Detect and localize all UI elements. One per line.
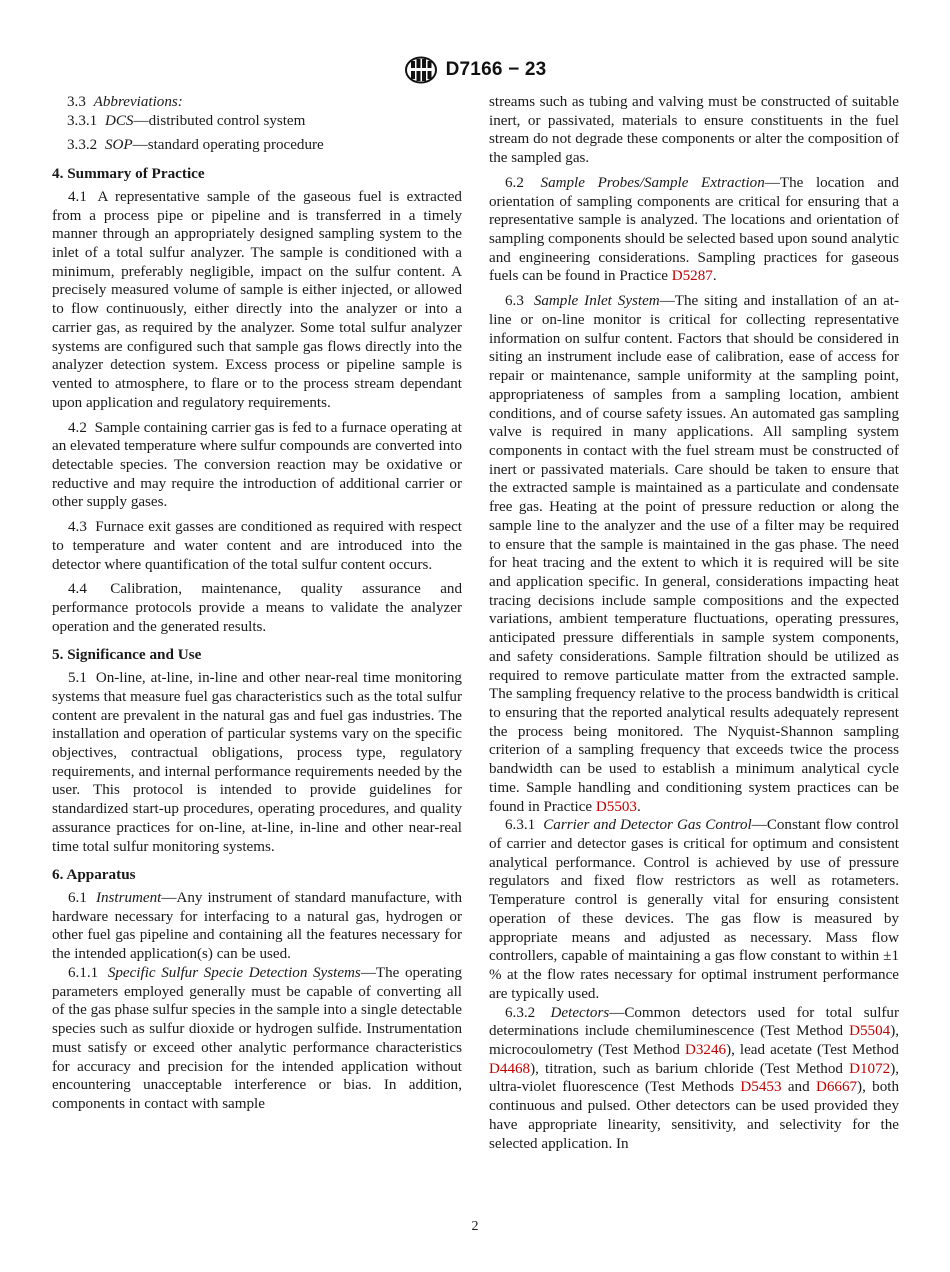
astm-logo-icon <box>404 56 438 84</box>
reference-link-d5503[interactable]: D5503 <box>595 798 637 815</box>
heading-apparatus: 6. Apparatus <box>52 866 136 884</box>
reference-link-d4468[interactable]: D4468 <box>489 1060 531 1077</box>
section-3-3: 3.3 Abbreviations: <box>67 94 183 110</box>
page-number: 2 <box>471 1219 479 1234</box>
paragraph-6-3-1: 6.3.1 Carrier and Detector Gas Control—Constant flow control of carrier and detector gases is critical for optimum and consistent analytical performance. Control is achieved by use of pressure regulators and fixed flow restrictors as well as rotameters. Temperature control is generally vital for ensuring consistent operation of these devices. The gas flow is measured by appropriate means and adjusted as necessary. Mass flow controllers, capable of maintaining a gas flow constant to within ±1 % at the flow rates necessary for optimal instrument performance are typically used. <box>489 817 899 1002</box>
document-number: D7166 − 23 <box>445 59 547 80</box>
right-column <box>489 93 899 1153</box>
reference-link-d5504[interactable]: D5504 <box>849 1023 891 1040</box>
paragraph-6-1-1: 6.1.1 Specific Sulfur Specie Detection Systems—The operating parameters employed generally must be capable of converting all of the gas phase sulfur species in the sample into a single detectable species such as sulfur dioxide or hydrogen sulfide. Instrumentation must satisfy or exceed other analytic performance characteristics for accuracy and precision for the intended application without encountering unacceptable interference or bias. In addition, components in contact with sample <box>52 964 462 1112</box>
reference-link-d1072[interactable]: D1072 <box>849 1060 891 1077</box>
page-header <box>0 54 950 86</box>
paragraph-4-1: 4.1 A representative sample of the gaseous fuel is extracted from a process pipe or pipeline and is transferred in a timely manner through an appropriately designed sampling system to the inlet of a total sulfur analyzer. The sample is conditioned with a minimum, preferably negligible, impact on the sulfur content. A precisely measured volume of sample is either injected, or allowed to flow continuously, either directly into the analyzer or into a carrier gas, as required by the analyzer. Some total sulfur analyzer systems are configured such that sample gas flows directly into the analyzer detection system. Excess process or pipeline sample is vented to atmosphere, to flare or to the process stream dependant upon application and regulatory requirements. <box>52 188 462 411</box>
paragraph-6-3-2: 6.3.2 Detectors—Common detectors used for total sulfur determinations include chemiluminescence (Test Method D5504), microcoulometry (Test Method D3246), lead acetate (Test Method D4468), titration, such as barium chloride (Test Method D1072), ultra-violet fluorescence (Test Methods D5453 and D6667), both continuous and pulsed. Other detectors can be used provided they have appropriate linearity, sensitivity, and selectivity for the selected application. In <box>489 1004 900 1152</box>
reference-link-d3246[interactable]: D3246 <box>684 1041 727 1058</box>
reference-link-d5453[interactable]: D5453 <box>740 1079 782 1096</box>
paragraph-6-2: 6.2 Sample Probes/Sample Extraction—The location and orientation of sampling components are critical for ensuring that a representative sample is analyzed. The locations and orientation of sampling components should be selected based upon sound analytic and engineering considerations. Sampling practices for gaseous fuels can be found in Practice D5287. <box>489 174 899 285</box>
left-column <box>52 93 462 1114</box>
heading-significance-and-use: 5. Significance and Use <box>52 646 202 664</box>
reference-link-d5287[interactable]: D5287 <box>671 268 713 285</box>
section-3-3-1: 3.3.1 DCS—distributed control system <box>67 112 306 129</box>
paragraph-5-1: 5.1 On-line, at-line, in-line and other near-real time monitoring systems that measure fuel gas characteristics such as the total sulfur content are prevalent in the natural gas and fuel gas industries. The installation and operation of particular systems vary on the specific objectives, contractual obligations, process type, regulatory requirements, and internal performance requirements needed by the user. This protocol is intended to provide guidelines for standardized start-up procedures, operating procedures, and quality assurance practices for on-line, at-line, in-line and other near-real time total sulfur monitoring systems. <box>52 670 462 855</box>
heading-summary-of-practice: 4. Summary of Practice <box>52 165 205 183</box>
paragraph-6-1: 6.1 Instrument—Any instrument of standard manufacture, with hardware necessary for interfacing to a natural gas, hydrogen or other fuel gas pipeline and containing all the features necessary for the intended application(s) can be used. <box>52 890 462 963</box>
paragraph-4-2: 4.2 Sample containing carrier gas is fed to a furnace operating at an elevated temperature where sulfur compounds are converted into detectable species. The conversion reaction may be oxidative or reductive and may require the introduction of additional carrier or other supply gases. <box>52 419 462 511</box>
reference-link-d6667[interactable]: D6667 <box>815 1079 858 1096</box>
paragraph-4-4: 4.4 Calibration, maintenance, quality assurance and performance protocols provide a means to validate the analyzer operation and the generated results. <box>52 581 462 635</box>
section-3-3-2: 3.3.2 SOP—standard operating procedure <box>67 137 324 154</box>
paragraph-6-1-1-continued: streams such as tubing and valving must be constructed of suitable inert, or passivated, materials to ensure constituents in the fuel stream do not degrade these components or alter the composition of the sampled gas. <box>489 94 899 167</box>
paragraph-4-3: 4.3 Furnace exit gasses are conditioned as required with respect to temperature and water content and are introduced into the detector where quantification of the total sulfur content occurs. <box>52 519 462 573</box>
paragraph-6-3: 6.3 Sample Inlet System—The siting and installation of an at-line or on-line monitor is critical for collecting representative information on sulfur content. Factors that should be considered in siting an instrument include ease of calibration, ease of access for repair or maintenance, sample uniformity at the sampling point, appropriateness of samples from a sampling location, ambient conditions, and of course safety issues. An automated gas sampling valve is required in many applications. All sampling system components in contact with the fuel stream must be constructed of inert or passivated materials. Care should be taken to ensure that the extracted sample is maintained as a particulate and condensate free gas. Heating at the point of pressure reduction or along the sample line to the analyzer and the use of a filter may be required to ensure that the sample is maintained in the gas phase. The need for heat tracing and the extent to which it is required will be site and application specific. In general, considerations impacting heat tracing decisions include sample compositions and the expected variations, ambient temperature fluctuations, operating pressures, anticipated pressure differentials in sample system components, and safety considerations. Sample filtration should be utilized as required to remove particulate matter from the extracted sample. The sampling frequency relative to the process bandwidth is critical to ensuring that the reported analytical results adequately represent the process being monitored. The Nyquist-Shannon sampling criterion of a sampling frequency that exceeds twice the process bandwidth can be used to establish a minimum analytical cycle time. Sample handling and conditioning system practices can be found in Practice D5503. <box>489 293 899 815</box>
